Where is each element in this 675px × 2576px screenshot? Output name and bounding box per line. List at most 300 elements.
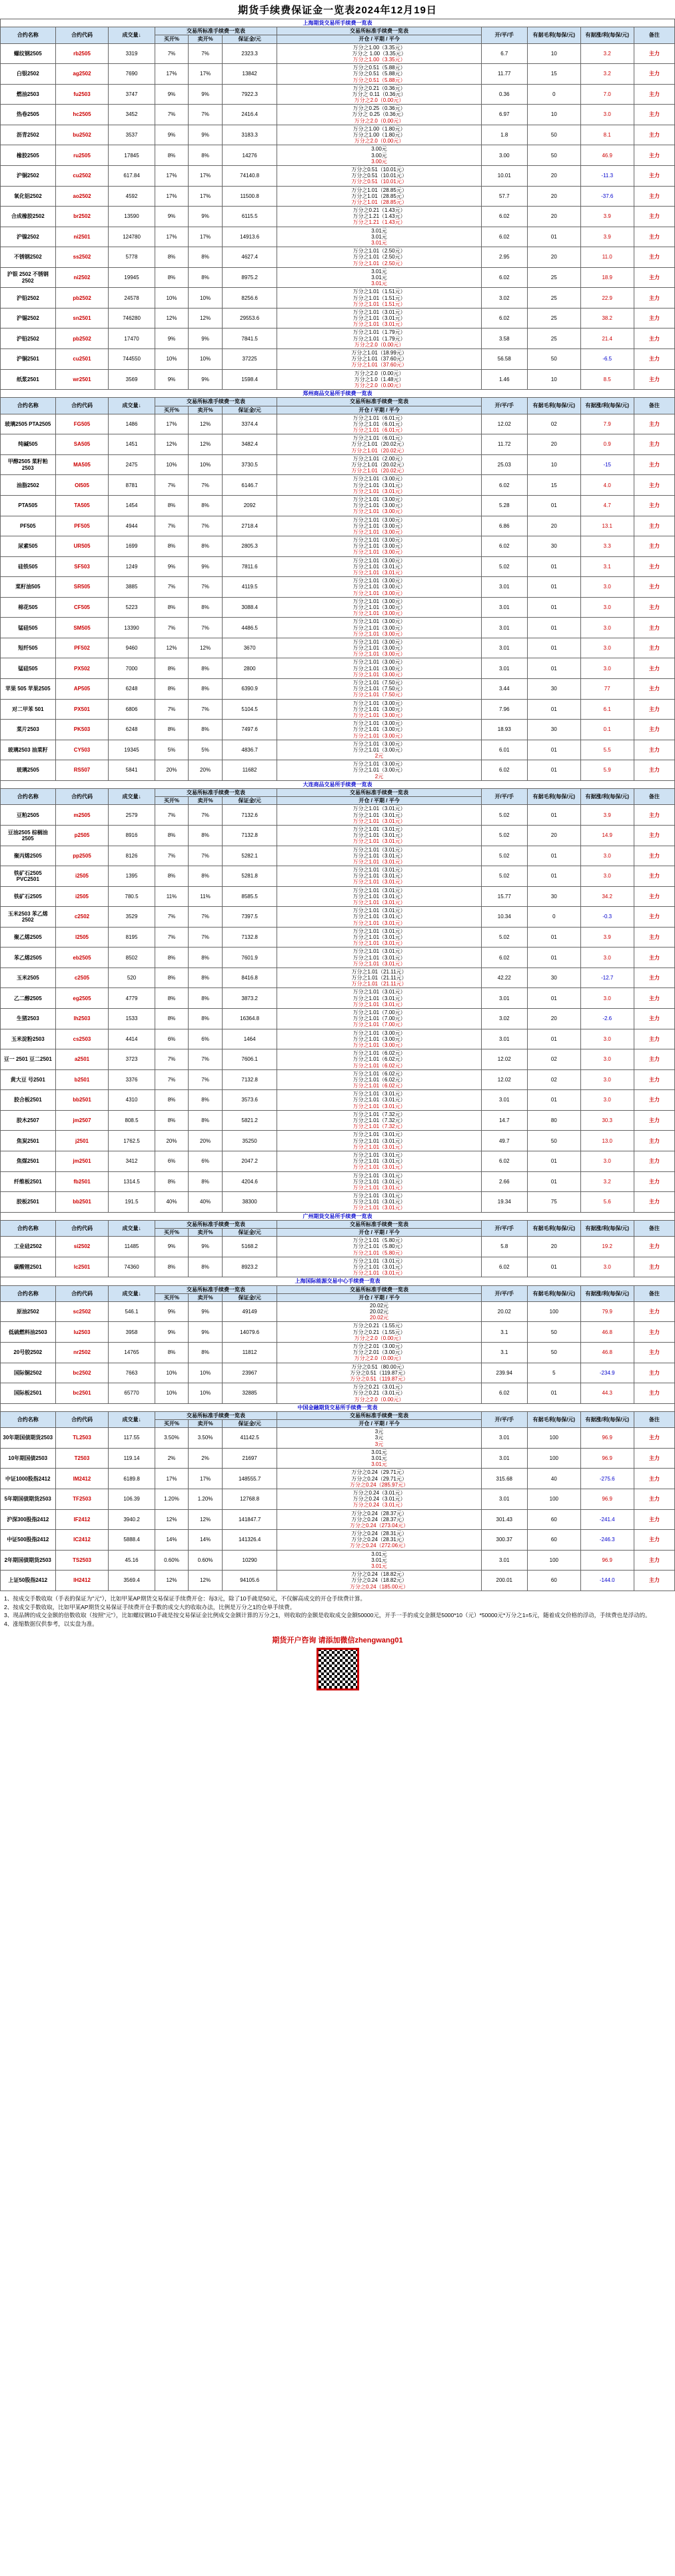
sell-open-pct: 7% (189, 1069, 223, 1090)
change-per-lot: 3.0 (580, 1151, 634, 1171)
fee-detail: 万分之1.01（3.00元） 万分之1.01（3.00元） 万分之1.01（3.00元） (277, 597, 481, 618)
gross-profit-per-lot: 100 (527, 1550, 580, 1571)
margin-amount: 11812 (222, 1343, 277, 1363)
sell-open-pct: 12% (189, 308, 223, 328)
gross-profit-per-lot: 20 (527, 434, 580, 455)
volume: 3376 (109, 1069, 155, 1090)
change-per-lot: -11.3 (580, 165, 634, 186)
table-row[interactable] (1, 1151, 675, 1171)
col-header-c4: 开/平/手 (481, 789, 527, 805)
table-row[interactable] (1, 43, 675, 64)
gross-profit-per-lot: 10 (527, 105, 580, 125)
contract-code: ag2502 (55, 64, 109, 85)
gross-profit-per-lot: 01 (527, 227, 580, 247)
buy-open-pct: 0.60% (155, 1550, 189, 1571)
remark: 主力 (634, 846, 674, 866)
volume: 17845 (109, 145, 155, 166)
sell-open-pct: 8% (189, 658, 223, 679)
table-body (1, 19, 675, 1591)
gross-profit-per-lot: 10 (527, 369, 580, 390)
volume: 4414 (109, 1029, 155, 1049)
buy-open-pct: 14% (155, 1530, 189, 1551)
table-row[interactable] (1, 1131, 675, 1151)
remark: 主力 (634, 1151, 674, 1171)
volume: 74360 (109, 1257, 155, 1277)
gross-profit-per-lot: 01 (527, 495, 580, 516)
contract-code: a2501 (55, 1049, 109, 1070)
fee-detail: 3.01元 3.01元 3.01元 (277, 227, 481, 247)
sell-open-pct: 17% (189, 1469, 223, 1489)
remark: 主力 (634, 597, 674, 618)
volume: 8781 (109, 475, 155, 496)
contract-name: 沪铜2501 (1, 349, 56, 370)
table-row[interactable] (1, 308, 675, 328)
remark: 主力 (634, 1383, 674, 1404)
table-row[interactable] (1, 227, 675, 247)
contract-code: RS507 (55, 760, 109, 781)
table-row[interactable] (1, 1550, 675, 1571)
change-per-lot: 3.1 (580, 556, 634, 577)
volume: 2475 (109, 454, 155, 475)
col-header-c3: 成交量↓ (109, 1285, 155, 1301)
col-group-volume: 交易所标准手续费一览表 (155, 1285, 277, 1293)
col-group-volume: 交易所标准手续费一览表 (155, 398, 277, 406)
contract-name: 铁矿石2505 PVC2501 (1, 866, 56, 887)
contract-name: 豆粕2505 (1, 805, 56, 826)
table-row[interactable] (1, 1257, 675, 1277)
col-header-g3: 保证金/元 (222, 797, 277, 805)
open-close-per-lot: 3.01 (481, 638, 527, 658)
contract-name: 菜籽油505 (1, 577, 56, 598)
contract-name: 20号胶2502 (1, 1343, 56, 1363)
col-header-c3: 成交量↓ (109, 398, 155, 414)
table-row[interactable] (1, 658, 675, 679)
table-row[interactable] (1, 536, 675, 557)
table-row[interactable] (1, 186, 675, 207)
buy-open-pct: 8% (155, 536, 189, 557)
gross-profit-per-lot: 01 (527, 988, 580, 1009)
section-header-row (1, 19, 675, 27)
contract-name: 5年期国债期货2503 (1, 1489, 56, 1509)
table-row[interactable] (1, 1469, 675, 1489)
margin-amount: 14913.6 (222, 227, 277, 247)
sell-open-pct: 8% (189, 967, 223, 988)
gross-profit-per-lot: 0 (527, 907, 580, 928)
change-per-lot: -15 (580, 454, 634, 475)
margin-amount: 7922.3 (222, 84, 277, 105)
fee-detail: 万分之1.01（3.00元） 万分之1.01（3.01元） 万分之1.01（3.01元） (277, 556, 481, 577)
table-row[interactable] (1, 454, 675, 475)
table-row[interactable] (1, 825, 675, 846)
remark: 主力 (634, 1237, 674, 1257)
buy-open-pct: 17% (155, 227, 189, 247)
table-row[interactable] (1, 846, 675, 866)
col-header-c7: 备注 (634, 1220, 674, 1236)
buy-open-pct: 8% (155, 1257, 189, 1277)
table-row[interactable] (1, 927, 675, 948)
contract-code: TF2503 (55, 1489, 109, 1509)
contract-code: sn2501 (55, 308, 109, 328)
margin-amount: 7841.5 (222, 328, 277, 349)
gross-profit-per-lot: 01 (527, 638, 580, 658)
sell-open-pct: 7% (189, 516, 223, 536)
open-close-per-lot: 3.1 (481, 1343, 527, 1363)
contract-name: 纸浆2501 (1, 369, 56, 390)
sell-open-pct: 9% (189, 1237, 223, 1257)
open-close-per-lot: 5.02 (481, 846, 527, 866)
contract-name: 热卷2505 (1, 105, 56, 125)
table-row[interactable] (1, 1530, 675, 1551)
contract-code: c2505 (55, 967, 109, 988)
col-header-g2: 卖开% (189, 1229, 223, 1237)
open-close-per-lot: 6.02 (481, 267, 527, 288)
margin-amount: 7132.8 (222, 1069, 277, 1090)
remark: 主力 (634, 679, 674, 700)
change-per-lot: 4.7 (580, 495, 634, 516)
table-row[interactable] (1, 64, 675, 85)
change-per-lot: 3.3 (580, 536, 634, 557)
contract-code: i2505 (55, 866, 109, 887)
table-row[interactable] (1, 886, 675, 907)
buy-open-pct: 9% (155, 369, 189, 390)
col-header-c1: 合约名称 (1, 1411, 56, 1427)
table-row[interactable] (1, 1110, 675, 1131)
col-group-fee: 交易所标准手续费一览表 (277, 27, 481, 35)
open-close-per-lot: 6.02 (481, 948, 527, 968)
buy-open-pct: 10% (155, 349, 189, 370)
table-row[interactable] (1, 84, 675, 105)
buy-open-pct: 7% (155, 927, 189, 948)
margin-amount: 148555.7 (222, 1469, 277, 1489)
remark: 主力 (634, 740, 674, 760)
contact-bar (0, 1632, 675, 1696)
table-row[interactable] (1, 1343, 675, 1363)
contract-name: 氧化铝2502 (1, 186, 56, 207)
contract-code: PK503 (55, 720, 109, 740)
open-close-per-lot: 6.02 (481, 760, 527, 781)
table-row[interactable] (1, 1383, 675, 1404)
buy-open-pct: 8% (155, 679, 189, 700)
contract-name: 碳酸锂2501 (1, 1257, 56, 1277)
table-row[interactable] (1, 145, 675, 166)
fee-detail: 万分之2.01（3.00元） 万分之2.01（3.00元） 万分之2.0（0.00元） (277, 1343, 481, 1363)
col-header-c2: 合约代码 (55, 398, 109, 414)
table-row[interactable] (1, 1192, 675, 1213)
table-row[interactable] (1, 288, 675, 309)
volume: 4592 (109, 186, 155, 207)
table-row[interactable] (1, 495, 675, 516)
contact-text: 期货开户咨询 请添加微信zhengwang01 (272, 1636, 403, 1644)
remark: 主力 (634, 577, 674, 598)
remark: 主力 (634, 267, 674, 288)
gross-profit-per-lot: 01 (527, 846, 580, 866)
fee-detail: 万分之0.25（0.36元） 万分之 0.25（0.36元） 万分之2.0（0.00元） (277, 105, 481, 125)
open-close-per-lot: 56.58 (481, 349, 527, 370)
section-header-row (1, 780, 675, 788)
table-row[interactable] (1, 1363, 675, 1383)
contract-code: ss2502 (55, 247, 109, 268)
sell-open-pct: 8% (189, 679, 223, 700)
gross-profit-per-lot: 01 (527, 927, 580, 948)
contract-name: 生猪2503 (1, 1009, 56, 1029)
table-row[interactable] (1, 165, 675, 186)
change-per-lot: 3.0 (580, 105, 634, 125)
table-row[interactable] (1, 414, 675, 434)
table-row[interactable] (1, 1171, 675, 1192)
open-close-per-lot: 6.02 (481, 207, 527, 227)
open-close-per-lot: 42.22 (481, 967, 527, 988)
gross-profit-per-lot: 50 (527, 349, 580, 370)
gross-profit-per-lot: 50 (527, 1131, 580, 1151)
margin-amount: 7811.6 (222, 556, 277, 577)
col-group-volume: 交易所标准手续费一览表 (155, 27, 277, 35)
change-per-lot: 3.0 (580, 658, 634, 679)
buy-open-pct: 9% (155, 207, 189, 227)
contract-name: 国际铜2502 (1, 1363, 56, 1383)
contract-name: 胶合板2501 (1, 1090, 56, 1111)
contract-name: 玻璃2505 (1, 760, 56, 781)
table-row[interactable] (1, 247, 675, 268)
gross-profit-per-lot: 40 (527, 1469, 580, 1489)
change-per-lot: -234.9 (580, 1363, 634, 1383)
volume: 4944 (109, 516, 155, 536)
buy-open-pct: 6% (155, 1151, 189, 1171)
gross-profit-per-lot: 100 (527, 1489, 580, 1509)
contract-code: SR505 (55, 577, 109, 598)
table-row[interactable] (1, 699, 675, 720)
col-header-c4: 开/平/手 (481, 27, 527, 43)
contract-code: cu2502 (55, 165, 109, 186)
margin-amount: 11500.8 (222, 186, 277, 207)
table-row[interactable] (1, 1428, 675, 1449)
change-per-lot: 5.9 (580, 760, 634, 781)
open-close-per-lot: 3.58 (481, 328, 527, 349)
contract-name: PF505 (1, 516, 56, 536)
contract-name: 白银2502 (1, 64, 56, 85)
table-row[interactable] (1, 105, 675, 125)
margin-amount: 14276 (222, 145, 277, 166)
table-row[interactable] (1, 988, 675, 1009)
table-row[interactable] (1, 740, 675, 760)
table-row[interactable] (1, 1237, 675, 1257)
table-row[interactable] (1, 577, 675, 598)
buy-open-pct: 8% (155, 948, 189, 968)
fee-detail: 万分之1.01（3.00元） 万分之1.01（3.00元） 万分之1.01（3.00元） (277, 720, 481, 740)
volume: 124780 (109, 227, 155, 247)
fee-detail: 万分之0.51（5.88元） 万分之0.51（5.88元） 万分之0.51（5.88元） (277, 64, 481, 85)
gross-profit-per-lot: 80 (527, 1110, 580, 1131)
table-row[interactable] (1, 1301, 675, 1322)
sell-open-pct: 17% (189, 64, 223, 85)
buy-open-pct: 8% (155, 495, 189, 516)
open-close-per-lot: 3.01 (481, 988, 527, 1009)
table-row[interactable] (1, 1448, 675, 1469)
col-header-fee-detail: 开仓 / 平期 / 平今 (277, 406, 481, 414)
gross-profit-per-lot: 10 (527, 43, 580, 64)
table-row[interactable] (1, 967, 675, 988)
contract-code: UR505 (55, 536, 109, 557)
open-close-per-lot: 300.37 (481, 1530, 527, 1551)
buy-open-pct: 3.50% (155, 1428, 189, 1449)
table-row[interactable] (1, 328, 675, 349)
change-per-lot: 3.0 (580, 1029, 634, 1049)
buy-open-pct: 12% (155, 434, 189, 455)
remark: 主力 (634, 165, 674, 186)
table-row[interactable] (1, 618, 675, 638)
table-row[interactable] (1, 1090, 675, 1111)
table-row[interactable] (1, 556, 675, 577)
table-row[interactable] (1, 1009, 675, 1029)
table-row[interactable] (1, 1049, 675, 1070)
footer-line-3: 3、现品牌的成交金额的倍数收取（按照"元"），比如螺纹钢10手疏是按交易保证金比例成交金额计算的万分之1，则收取的金额是收取成交金额50000元，开手一手的成交金额是5000*10（元）*50000元*万分之1=5元，随着成交价格的浮动，手续费也是浮动的。 (4, 1612, 651, 1619)
sell-open-pct: 20% (189, 760, 223, 781)
fee-detail: 万分之0.21（1.43元） 万分之1.21（1.43元） 万分之1.21（1.43元） (277, 207, 481, 227)
gross-profit-per-lot: 100 (527, 1428, 580, 1449)
margin-amount: 7397.5 (222, 907, 277, 928)
footer-notes (0, 1591, 675, 1632)
col-header-c6: 有据涨/利(每保/元) (580, 398, 634, 414)
contract-code: br2502 (55, 207, 109, 227)
change-per-lot: 3.2 (580, 1171, 634, 1192)
contract-name: 油脂2502 (1, 475, 56, 496)
sell-open-pct: 1.20% (189, 1489, 223, 1509)
open-close-per-lot: 57.7 (481, 186, 527, 207)
volume: 7663 (109, 1363, 155, 1383)
table-row[interactable] (1, 349, 675, 370)
volume: 3452 (109, 105, 155, 125)
gross-profit-per-lot: 0 (527, 84, 580, 105)
table-row[interactable] (1, 1489, 675, 1509)
table-row[interactable] (1, 1509, 675, 1530)
volume: 117.55 (109, 1428, 155, 1449)
table-row[interactable] (1, 1069, 675, 1090)
table-row[interactable] (1, 805, 675, 826)
open-close-per-lot: 6.02 (481, 1383, 527, 1404)
volume: 6248 (109, 720, 155, 740)
table-row[interactable] (1, 760, 675, 781)
fee-detail: 万分之1.01（18.99元） 万分之1.01（37.60元） 万分之1.01（37.60元） (277, 349, 481, 370)
column-group-header-row (1, 789, 675, 797)
contract-name: 10年期国债2503 (1, 1448, 56, 1469)
sell-open-pct: 8% (189, 948, 223, 968)
volume: 11485 (109, 1237, 155, 1257)
margin-amount: 8923.2 (222, 1257, 277, 1277)
remark: 主力 (634, 1257, 674, 1277)
buy-open-pct: 7% (155, 516, 189, 536)
table-row[interactable] (1, 948, 675, 968)
fee-detail: 万分之1.01（3.00元） 万分之1.01（3.00元） 万分之1.01（3.00元） (277, 1029, 481, 1049)
col-header-c4: 开/平/手 (481, 1285, 527, 1301)
remark: 主力 (634, 227, 674, 247)
column-group-header-row (1, 27, 675, 35)
col-header-g2: 卖开% (189, 1420, 223, 1428)
col-header-c5: 有据毛利(每保/元) (527, 1285, 580, 1301)
col-header-c1: 合约名称 (1, 1220, 56, 1236)
footer-line-4: 4、涨缩数据仅供参考，以实盘为准。 (4, 1620, 98, 1627)
table-row[interactable] (1, 434, 675, 455)
contract-name: 对二甲苯 501 (1, 699, 56, 720)
change-per-lot: 3.2 (580, 64, 634, 85)
table-row[interactable] (1, 907, 675, 928)
table-row[interactable] (1, 125, 675, 145)
col-header-c3: 成交量↓ (109, 27, 155, 43)
change-per-lot: 34.2 (580, 886, 634, 907)
margin-amount: 4204.6 (222, 1171, 277, 1192)
remark: 主力 (634, 886, 674, 907)
margin-amount: 4627.4 (222, 247, 277, 268)
contract-code: SA505 (55, 434, 109, 455)
sell-open-pct: 14% (189, 1530, 223, 1551)
volume: 8502 (109, 948, 155, 968)
table-row[interactable] (1, 679, 675, 700)
table-row[interactable] (1, 1322, 675, 1343)
fee-detail: 万分之1.01（3.00元） 万分之1.01（3.00元） 万分之1.01（3.00元） (277, 699, 481, 720)
table-row[interactable] (1, 207, 675, 227)
volume: 45.16 (109, 1550, 155, 1571)
remark: 主力 (634, 369, 674, 390)
table-row[interactable] (1, 597, 675, 618)
open-close-per-lot: 6.97 (481, 105, 527, 125)
margin-amount: 2092 (222, 495, 277, 516)
change-per-lot: -37.6 (580, 186, 634, 207)
col-header-c4: 开/平/手 (481, 1411, 527, 1427)
remark: 主力 (634, 536, 674, 557)
buy-open-pct: 6% (155, 1029, 189, 1049)
table-row[interactable] (1, 1571, 675, 1591)
table-row[interactable] (1, 866, 675, 887)
fee-detail: 万分之1.01（2.50元） 万分之1.01（2.50元） 万分之1.01（2.50元） (277, 247, 481, 268)
contract-code: SM505 (55, 618, 109, 638)
open-close-per-lot: 1.46 (481, 369, 527, 390)
col-header-fee-detail: 开仓 / 平期 / 平今 (277, 1229, 481, 1237)
table-row[interactable] (1, 638, 675, 658)
sell-open-pct: 10% (189, 1363, 223, 1383)
gross-profit-per-lot: 60 (527, 1530, 580, 1551)
change-per-lot: 18.9 (580, 267, 634, 288)
sell-open-pct: 8% (189, 866, 223, 887)
table-row[interactable] (1, 369, 675, 390)
fee-detail: 万分之1.01（3.00元） 万分之1.01（3.00元） 万分之1.01（3.00元） (277, 658, 481, 679)
col-header-g3: 保证金/元 (222, 406, 277, 414)
table-row[interactable] (1, 516, 675, 536)
col-header-c7: 备注 (634, 789, 674, 805)
remark: 主力 (634, 1343, 674, 1363)
volume: 106.39 (109, 1489, 155, 1509)
table-row[interactable] (1, 1029, 675, 1049)
change-per-lot: 0.1 (580, 720, 634, 740)
buy-open-pct: 9% (155, 125, 189, 145)
remark: 主力 (634, 1009, 674, 1029)
fee-detail: 万分之1.01（7.00元） 万分之1.01（7.00元） 万分之1.01（7.00元） (277, 1009, 481, 1029)
col-header-fee-detail: 开仓 / 平期 / 平今 (277, 1420, 481, 1428)
change-per-lot: -2.6 (580, 1009, 634, 1029)
sell-open-pct: 12% (189, 434, 223, 455)
gross-profit-per-lot: 01 (527, 1257, 580, 1277)
sell-open-pct: 12% (189, 638, 223, 658)
table-row[interactable] (1, 720, 675, 740)
change-per-lot: 44.3 (580, 1383, 634, 1404)
gross-profit-per-lot: 01 (527, 1383, 580, 1404)
table-row[interactable] (1, 475, 675, 496)
volume: 9460 (109, 638, 155, 658)
open-close-per-lot: 1.8 (481, 125, 527, 145)
fee-detail: 万分之0.24（3.01元） 万分之0.24（3.01元） 万分之0.24（3.01元） (277, 1489, 481, 1509)
buy-open-pct: 7% (155, 105, 189, 125)
gross-profit-per-lot: 15 (527, 64, 580, 85)
table-row[interactable] (1, 267, 675, 288)
sell-open-pct: 20% (189, 1131, 223, 1151)
contract-code: AP505 (55, 679, 109, 700)
